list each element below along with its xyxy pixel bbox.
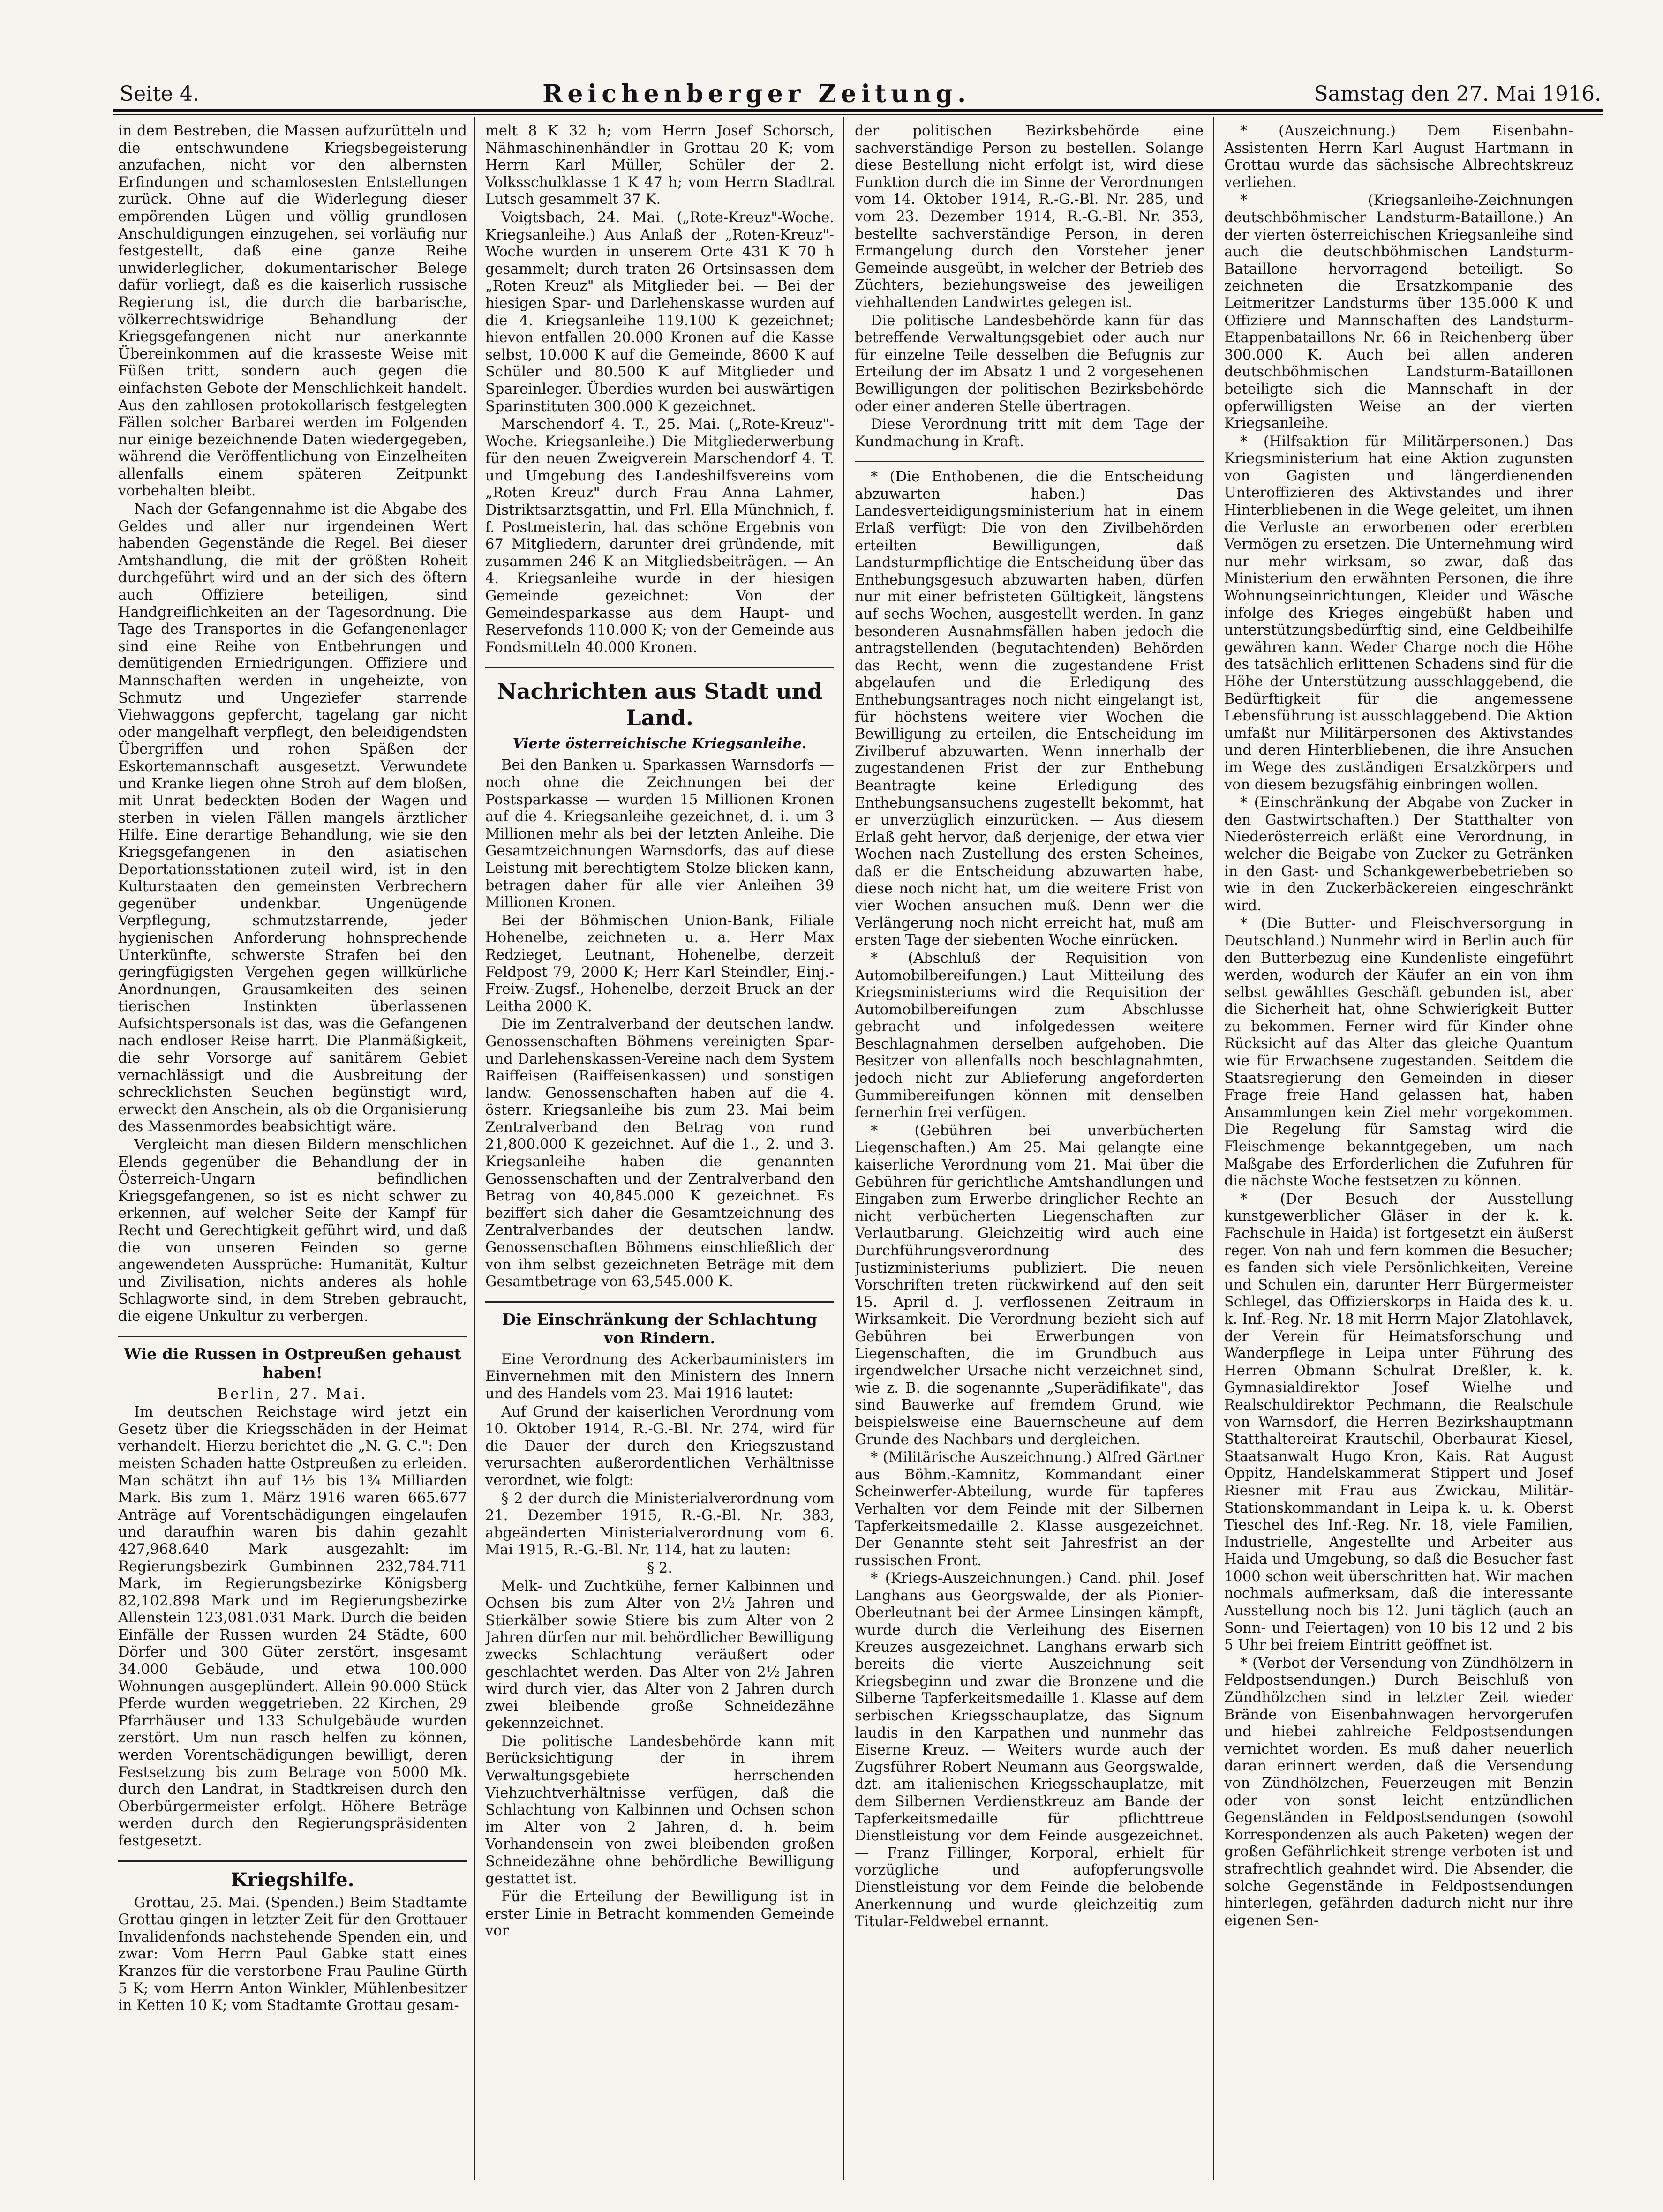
page-header (120, 75, 1601, 112)
article-text: in dem Bestreben, die Massen aufzurütteln und die entschwundene Kriegsbegeisterung anzufachen, nicht vor den albernsten Erfindungen und schamlosesten Entstellungen zurück. Ohne auf die Widerlegung dieser empörenden Lügen und völlig grundlosen Anschuldigungen einzugehen, sei vorläufig nur festgestellt, daß eine ganze Reihe unwiderleglicher, dokumentarischer Belege dafür vorliegt, daß es die kaiserlich russische Regierung ist, die durch die barbarische, völkerrechtswidrige Behandlung der Kriegsgefangenen nicht nur anerkannte Übereinkommen auf die krasseste Weise mit Füßen tritt, sondern auch gegen die einfachsten Gebote der Menschlichkeit handelt. Aus den zahllosen protokollarisch festgelegten Fällen solcher Barbarei werden im Folgenden nur einige bezeichnende Daten wiedergegeben, während die Veröffentlichung von Einzelheiten allenfalls einem späteren Zeitpunkt vorbehalten bleibt. (118, 123, 467, 500)
column-4 (1224, 123, 1573, 2195)
article-text: Eine Verordnung des Ackerbauministers im Einvernehmen mit den Ministern des Innern und des Handels vom 23. Mai 1916 lautet: (485, 1351, 834, 1402)
news-item: * (Die Butter- und Fleischversorgung in Deutschland.) Nunmehr wird in Berlin auch für den Butterbezug eine Kundenliste eingeführt werden, wodurch der Käufer an ein von ihm selbst gewähltes Geschäft gebunden ist, aber die Sicherheit hat, ohne Schwierigkeit Butter zu bekommen. Ferner wird für Kinder ohne Rücksicht auf das Alter das gleiche Quantum wie für Erwachsene zugestanden. Seitdem die Staatsregierung den Gemeinden in dieser Frage freie Hand gelassen hat, haben Ansammlungen kein Ziel mehr vorgekommen. Die Regelung für Samstag wird die Fleischmenge bekanntgegeben, um nach Maßgabe des Erforderlichen die Zufuhren für die nächste Woche festsetzen zu können. (1224, 915, 1573, 1190)
headline-kriegshilfe: Kriegshilfe. (231, 1868, 354, 1891)
column-1 (118, 123, 467, 2195)
column-divider (474, 117, 475, 2180)
article-text: melt 8 K 32 h; vom Herrn Josef Schorsch, Nähmaschinenhändler in Grottau 20 K; vom Herrn Karl Müller, Schüler der 2. Volksschulklasse 1 K 47 h; vom Herrn Stadtrat Lutsch gesammelt 37 K. (485, 123, 834, 208)
news-item: * (Verbot der Versendung von Zündhölzern in Feldpostsendungen.) Durch Beischluß von Zündhölzchen sind in letzter Zeit wieder Brände von Eisenbahnwagen hervorgerufen und hiebei zahlreiche Feldpostsendungen vernichtet worden. Es muß daher neuerlich daran erinnert werden, daß die Versendung von Zündhölzchen, Feuerzeugen mit Benzin oder von sonst leicht entzündlichen Gegenständen in Feldpostsendungen (sowohl Korrespondenzen als auch Paketen) wegen der großen Gefährlichkeit strenge verboten ist und strafrechtlich geahndet wird. Die Absender, die solche Gegenstände in Feldpostsendungen hinterlegen, gefährden dadurch nicht nur ihre eigenen Sen- (1224, 1655, 1573, 1929)
headline-schlachtung: Die Einschränkung der Schlachtung von Rindern. (502, 1310, 817, 1347)
column-2 (485, 123, 834, 2195)
section-rule (485, 667, 834, 668)
article-text: Vergleicht man diesen Bildern menschlichen Elends gegenüber die Behandlung der in Österreich-Ungarn befindlichen Kriegsgefangenen, so ist es nicht schwer zu erkennen, auf welcher Seite der Kampf für Recht und Gerechtigkeit geführt wird, und daß die von unseren Feinden so gerne angewendeten Aussprüche: Humanität, Kultur und Zivilisation, nichts anderes als hohle Schlagworte sind, in dem Streben gebraucht, die eigene Unkultur zu verbergen. (118, 1137, 467, 1325)
headline-russen: Wie die Russen in Ostpreußen gehaust haben! (124, 1344, 461, 1382)
article-text: Die im Zentralverband der deutschen landw. Genossenschaften Böhmens vereinigten Spar- und Darlehenskassen-Vereine nach dem System Raiffeisen (Raiffeisenkassen) und sonstigen landw. Genossenschaften haben auf die 4. österr. Kriegsanleihe bis zum 23. Mai beim Zentralverband den Betrag von rund 21,800.000 K gezeichnet. Auf die 1., 2. und 3. Kriegsanleihe haben die genannten Genossenschaften und der Zentralverband den Betrag von 40,845.000 K gezeichnet. Es beziffert sich daher die Gesamtzeichnung des Zentralverbandes der deutschen landw. Genossenschaften Böhmens einschließlich der von ihm selbst gezeichneten Beträge mit dem Gesamtbetrage von 63,545.000 K. (485, 1016, 834, 1290)
article-text: Melk- und Zuchtkühe, ferner Kalbinnen und Ochsen bis zum Alter von 2½ Jahren und Stierkälber sowie Stiere bis zum Alter von 2 Jahren dürfen nur mit behördlicher Bewilligung zwecks Schlachtung veräußert oder geschlachtet werden. Das Alter von 2½ Jahren wird durch vier, das Alter von 2 Jahren durch zwei bleibende große Schneidezähne gekennzeichnet. (485, 1578, 834, 1732)
paragraph-sign: § 2. (647, 1560, 673, 1576)
article-text: Für die Erteilung der Bewilligung ist in erster Linie in Betracht kommenden Gemeinde vor (485, 1889, 834, 1940)
article-text: Diese Verordnung tritt mit dem Tage der Kundmachung in Kraft. (855, 416, 1204, 450)
article-text: Marschendorf 4. T., 25. Mai. („Rote-Kreuz"-Woche. Kriegsanleihe.) Die Mitgliederwerbung für den neuen Zweigverein Marschendorf 4. T. und Umgebung des Landeshilfsvereins vom „Roten Kreuz" durch Frau Anna Lahmer, Distriktsarztsgattin, und Frl. Ella Münchnich, f. f. Postmeisterin, hat das schöne Ergebnis von 67 Mitgliedern, darunter drei gründende, mit zusammen 246 K an Mitgliedsbeiträgen. — An 4. Kriegsanleihe wurde in der hiesigen Gemeinde gezeichnet: Von der Gemeindesparkasse aus dem Haupt- und Reservefonds 110.000 K; von der Gemeinde aus Fondsmitteln 40.000 Kronen. (485, 416, 834, 656)
section-rule (118, 1860, 467, 1862)
article-text: Auf Grund der kaiserlichen Verordnung vom 10. Oktober 1914, R.-G.-Bl. Nr. 274, wird für die Dauer der durch den Kriegszustand verursachten außerordentlichen Verhältnisse verordnet, wie folgt: (485, 1403, 834, 1489)
article-text: Im deutschen Reichstage wird jetzt ein Gesetz über die Kriegsschäden in der Heimat verhandelt. Hierzu berichtet die „N. G. C.": Den meisten Schaden hatte Ostpreußen zu erleiden. Man schätzt ihn auf 1½ bis 1¾ Milliarden Mark. Bis zum 1. März 1916 waren 665.677 Anträge auf Vorentschädigungen eingelaufen und daraufhin waren bis dahin gezahlt 427,968.640 Mark ausgezahlt: im Regierungsbezirk Gumbinnen 232,784.711 Mark, im Regierungsbezirke Königsberg 82,102.898 Mark und im Regierungsbezirke Allenstein 123,081.031 Mark. Durch die beiden Einfälle der Russen wurden 24 Städte, 600 Dörfer und 300 Güter zerstört, insgesamt 34.000 Gebäude, und etwa 100.000 Wohnungen ausgeplündert. Allein 90.000 Stück Pferde wurden weggetrieben. 22 Kirchen, 29 Pfarrhäuser und 133 Schulgebäude wurden zerstört. Um nun rasch helfen zu können, werden Vorentschädigungen bewilligt, deren Festsetzung bis zum Betrage von 5000 Mk. durch den Landrat, in Stadtkreisen durch den Oberbürgermeister erfolgt. Höhere Beträge werden durch den Regierungspräsidenten festgesetzt. (118, 1404, 467, 1849)
news-item: * (Auszeichnung.) Dem Eisenbahn-Assistenten Herrn Karl August Hartmann in Grottau wurde das sächsische Albrechtskreuz verliehen. (1224, 123, 1573, 191)
news-item: * (Der Besuch der Ausstellung kunstgewerblicher Gläser in der k. k. Fachschule in Haida) ist fortgesetzt ein äußerst reger. Von nah und fern kommen die Besucher; es fanden sich viele Persönlichkeiten, Vereine und Schulen ein, darunter Herr Bürgermeister Schlegel, das Offizierskorps in Haida des k. u. k. Inf.-Reg. Nr. 18 mit Herrn Major Zlatohlavek, der Verein für Heimatsforschung und Wanderpflege in Leipa unter Führung des Herren Obmann Schulrat Dreßler, k. k. Gymnasialdirektor Josef Wielhe und Realschuldirektor Pechmann, die Realschule von Warnsdorf, die Herren Bezirkshauptmann Statthaltereirat Krautschil, Oberbaurat Kiesel, Staatsanwalt Hugo Kron, Kais. Rat August Oppitz, Handelskammerat Stippert und Josef Riesner mit Frau aus Zwickau, Militär-Stationskommandant in Leipa k. u. k. Oberst Tieschel des Inf.-Reg. Nr. 18, viele Familien, Industrielle, Angestellte und Arbeiter aus Haida und Umgebung, so daß die Besucher fast 1000 schon weit überschritten hat. Wir machen nochmals aufmerksam, daß die interessante Ausstellung noch bis 12. Juni täglich (auch an Sonn- und Feiertagen) von 10 bis 12 und 2 bis 5 Uhr bei freiem Eintritt geöffnet ist. (1224, 1191, 1573, 1654)
article-text: der politischen Bezirksbehörde eine sachverständige Person zu bestellen. Solange diese Bestellung nicht erfolgt ist, wird diese Funktion durch die im Sinne der Verordnungen vom 14. Oktober 1914, R.-G.-Bl. Nr. 285, und vom 23. Dezember 1914, R.-G.-Bl. Nr. 353, bestellte sachverständige Person, in deren Ermangelung durch den Vorsteher jener Gemeinde ausgeübt, in welcher der Betrieb des Züchters, beziehungsweise des jeweiligen viehhaltenden Landwirtes gelegen ist. (855, 123, 1204, 311)
newspaper-title: Reichenberger Zeitung. (542, 79, 971, 108)
news-item: * (Kriegs-Auszeichnungen.) Cand. phil. Josef Langhans aus Georgswalde, der als Pionier-Oberleutnant bei der Armee Linsingen kämpft, wurde durch die Verleihung des Eisernen Kreuzes ausgezeichnet. Langhans erwarb sich bereits die vierte Auszeichnung seit Kriegsbeginn und zwar die Bronzene und die Silberne Tapferkeitsmedaille 1. Klasse auf dem serbischen Kriegsschauplatze, das Signum laudis in den Karpathen und nunmehr das Eiserne Kreuz. — Weiters wurde auch der Zugsführer Robert Neumann aus Georgswalde, dzt. am italienischen Kriegsschauplatze, mit dem Silbernen Verdienstkreuz am Bande der Tapferkeitsmedaille für pflichttreue Dienstleistung vor dem Feinde ausgezeichnet. — Franz Fillinger, Korporal, erhielt für vorzügliche und aufopferungsvolle Dienstleistung vor dem Feinde die belobende Anerkennung und wurde gleichzeitig zum Titular-Feldwebel ernannt. (855, 1570, 1204, 1930)
article-text: Voigtsbach, 24. Mai. („Rote-Kreuz"-Woche. Kriegsanleihe.) Aus Anlaß der „Roten-Kreuz"-Woche wurden in unserem Orte 431 K 70 h gesammelt; durch traten 26 Ortsinsassen dem „Roten Kreuz" als Mitglieder bei. — Bei der hiesigen Spar- und Darlehenskasse wurden auf die 4. Kriegsanleihe 119.100 K gezeichnet; hievon entfallen 20.000 Kronen auf die Kasse selbst, 10.000 K auf die Gemeinde, 8600 K auf Schüler und 80.500 K auf Mitglieder und Spareinleger. Überdies wurden bei auswärtigen Sparinstituten 300.000 K gezeichnet. (485, 209, 834, 415)
article-text: Grottau, 25. Mai. (Spenden.) Beim Stadtamte Grottau gingen in letzter Zeit für den Grottauer Invalidenfonds nachstehende Spenden ein, und zwar: Vom Herrn Paul Gabke statt eines Kranzes für die verstorbene Frau Pauline Gürth 5 K; vom Herrn Anton Winkler, Mühlenbesitzer in Ketten 10 K; vom Stadtamte Grottau gesam- (118, 1894, 467, 2014)
subheading-kriegsanleihe: Vierte österreichische Kriegsanleihe. (512, 735, 807, 752)
news-item: * (Einschränkung der Abgabe von Zucker in den Gastwirtschaften.) Der Statthalter von Niederösterreich erläßt eine Verordnung, in welcher die Beigabe von Zucker zu Getränken in den Gast- und Schankgewerbebetrieben so wie in den Zuckerbäckereien eingeschränkt wird. (1224, 795, 1573, 914)
news-item: * (Militärische Auszeichnung.) Alfred Gärtner aus Böhm.-Kamnitz, Kommandant einer Scheinwerfer-Abteilung, wurde für tapferes Verhalten vor dem Feinde mit der Silbernen Tapferkeitsmedaille 2. Klasse ausgezeichnet. Der Genannte steht seit Jahresfrist an der russischen Front. (855, 1449, 1204, 1569)
dateline: Berlin, 27. Mai. (217, 1386, 368, 1402)
article-text: Bei der Böhmischen Union-Bank, Filiale Hohenelbe, zeichneten u. a. Herr Max Redzieget, Leutnant, Hohenelbe, derzeit Feldpost 79, 2000 K; Herr Karl Steindler, Einj.-Freiw.-Zugsf., Hohenelbe, derzeit Bruck an der Leitha 2000 K. (485, 912, 834, 1015)
section-rule (855, 461, 1204, 462)
news-item: * (Gebühren bei unverbücherten Liegenschaften.) Am 25. Mai gelangte eine kaiserliche Verordnung vom 21. Mai über die Gebühren für gerichtliche Amtshandlungen und Eingaben zum Erwerbe dringlicher Rechte an nicht verbücherten Liegenschaften zur Verlautbarung. Gleichzeitig wird auch eine Durchführungsverordnung des Justizministeriums publiziert. Die neuen Vorschriften treten rückwirkend auf den seit 15. April d. J. verflossenen Zeitraum in Wirksamkeit. Die Verordnung bezieht sich auf Gebühren bei Erwerbungen von Liegenschaften, die im Grundbuch aus irgendwelcher Ursache nicht verzeichnet sind, wie z. B. die sogenannte „Superädifikate", das sind Bauwerke auf fremdem Grund, wie beispielsweise eine Bauernscheune auf dem Grunde des Nachbars und dergleichen. (855, 1122, 1204, 1448)
section-rule (118, 1336, 467, 1337)
column-divider (1213, 117, 1214, 2180)
column-3 (855, 123, 1204, 2195)
news-item: * (Kriegsanleihe-Zeichnungen deutschböhmischer Landsturm-Bataillone.) An der vierten österreichischen Kriegsanleihe sind auch die deutschböhmischen Landsturm-Bataillone hervorragend beteiligt. So zeichneten die Ersatzkompanie des Leitmeritzer Landsturms über 135.000 K und Offiziere und Mannschaften des Landsturm-Etappenbataillons Nr. 66 in Reichenberg über 300.000 K. Auch bei allen anderen deutschböhmischen Landsturm-Bataillonen beteiligte sich die Mannschaft in der opferwilligsten Weise an der vierten Kriegsanleihe. (1224, 192, 1573, 432)
section-heading-nachrichten: Nachrichten aus Stadt und Land. (497, 679, 823, 731)
header-rule (113, 109, 1603, 112)
news-item: * (Abschluß der Requisition von Automobilbereifungen.) Laut Mitteilung des Kriegsministeriums wird die Requisition der Automobilbereifungen zum Abschlusse gebracht und infolgedessen weitere Beschlagnahmen derselben aufgehoben. Die Besitzer von allenfalls noch beschlagnahmten, jedoch nicht zur Ablieferung angeforderten Gummibereifungen können mit denselben fernerhin frei verfügen. (855, 950, 1204, 1121)
news-item: * (Die Enthobenen, die die Entscheidung abzuwarten haben.) Das Landesverteidigungsministerium hat in einem Erlaß verfügt: Die von den Zivilbehörden erteilten Bewilligungen, daß Landsturmpflichtige die Entscheidung über das Enthebungsgesuch abzuwarten haben, dürfen nur mit einer befristeten Gültigkeit, längstens auf sechs Wochen, ausgestellt werden. In ganz besonderen Ausnahmsfällen haben jedoch die antragstellenden (begutachtenden) Behörden das Recht, wenn die zugestandene Frist abgelaufen und die Erledigung des Enthebungsantrages noch nicht eingelangt ist, für höchstens weitere vier Wochen die Bewilligung zu erteilen, die Entscheidung im Zivilberuf abzuwarten. Wenn innerhalb der zugestandenen Frist der zur Enthebung Beantragte keine Erledigung des Enthebungsansuchens zugestellt bekommt, hat er unverzüglich einzurücken. — Aus diesem Erlaß geht hervor, daß derjenige, der etwa vier Wochen nach Zustellung des ersten Scheines, daß er die Entscheidung abzuwarten habe, diese noch nicht hat, um die weitere Frist von vier Wochen ansuchen muß. Denn wer die Verlängerung noch nicht erreicht hat, muß am ersten Tage der siebenten Woche einrücken. (855, 469, 1204, 949)
section-rule (485, 1301, 834, 1303)
article-text: Nach der Gefangennahme ist die Abgabe des Geldes und aller nur irgendeinen Wert habenden Gegenstände die Regel. Bei dieser Amtshandlung, die mit der größten Roheit durchgeführt wird und an der sich des öftern auch Offiziere beteiligen, sind Handgreiflichkeiten an der Tagesordnung. Die Tage des Transportes in die Gefangenenlager sind eine Reihe von Entbehrungen und demütigenden Erniedrigungen. Offiziere und Mannschaften werden in ungeheizte, von Schmutz und Ungeziefer starrende Viehwaggons gepfercht, tagelang gar nicht oder mangelhaft verpflegt, den beleidigendsten Übergriffen und rohen Späßen der Eskortemannschaft ausgesetzt. Verwundete und Kranke liegen ohne Stroh auf dem bloßen, mit Unrat bedeckten Boden der Wagen und sterben in vielen Fällen mangels ärztlicher Hilfe. Eine derartige Behandlung, wie sie den Kriegsgefangenen in den asiatischen Deportationsstationen zuteil wird, ist in den Kulturstaaten den gemeinsten Verbrechern gegenüber undenkbar. Ungenügende Verpflegung, schmutzstarrende, jeder hygienischen Anforderung hohnsprechende Unterkünfte, schwerste Strafen bei den geringfügigsten Vergehen gegen willkürliche Anordnungen, Grausamkeiten des seinen tierischen Instinkten überlassenen Aufsichtspersonals ist das, was die Gefangenen nach endloser Reise harrt. Die Planmäßigkeit, die sehr Vorsorge auf sanitärem Gebiet vernachlässigt und die Ausbreitung der schrecklichsten Seuchen begünstigt wird, erweckt den Anschein, als ob die Organisierung des Massenmordes beabsichtigt wäre. (118, 501, 467, 1135)
article-text: Die politische Landesbehörde kann mit Berücksichtigung der in ihrem Verwaltungsgebiete herrschenden Viehzuchtverhältnisse verfügen, daß die Schlachtung von Kalbinnen und Ochsen schon im Alter von 2 Jahren, d. h. beim Vorhandensein von zwei bleibenden großen Schneidezähne ohne behördliche Bewilligung gestattet ist. (485, 1733, 834, 1887)
article-text: § 2 der durch die Ministerialverordnung vom 21. Dezember 1915, R.-G.-Bl. Nr. 383, abgeänderten Ministerialverordnung vom 6. Mai 1915, R.-G.-Bl. Nr. 114, hat zu lauten: (485, 1490, 834, 1559)
column-divider (843, 117, 844, 2180)
issue-date: Samstag den 27. Mai 1916. (1314, 82, 1601, 106)
page-number: Seite 4. (120, 82, 199, 106)
header-rule-thin (113, 114, 1603, 115)
news-item: * (Hilfsaktion für Militärpersonen.) Das Kriegsministerium hat eine Aktion zugunsten von Gagisten und längerdienenden Unteroffizieren des Aktivstandes und ihrer Hinterbliebenen in die Wege geleitet, um ihnen die Verluste an erworbenen oder ererbten Vermögen zu ersetzen. Die Unternehmung wird nur mehr wirksam, so zwar, daß das Ministerium den erwähnten Personen, die ihre Wohnungseinrichtungen, Kleider und Wäsche infolge des Krieges eingebüßt haben und unterstützungsbedürftig sind, eine Geldbeihilfe gewähren kann. Weder Charge noch die Höhe des tatsächlich erlittenen Schadens sind für die Höhe der Unterstützung ausschlaggebend, die Bedürftigkeit für die angemessene Lebensführung ist ausschlaggebend. Die Aktion umfaßt nur Militärpersonen des Aktivstandes und deren Hinterbliebenen, die ihre Ansuchen im Wege des zuständigen Ersatzkörpers und von diesem bezugsfähig einbringen wollen. (1224, 433, 1573, 793)
article-text: Bei den Banken u. Sparkassen Warnsdorfs — noch ohne die Zeichnungen bei der Postsparkasse — wurden 15 Millionen Kronen auf die 4. Kriegsanleihe gezeichnet, d. i. um 3 Millionen mehr als bei der letzten Anleihe. Die Gesamtzeichnungen Warnsdorfs, das auf diese Leistung mit berechtigtem Stolze blicken kann, betragen daher für alle vier Anleihen 39 Millionen Kronen. (485, 757, 834, 911)
article-text: Die politische Landesbehörde kann für das betreffende Verwaltungsgebiet oder auch nur für einzelne Teile desselben die Befugnis zur Erteilung der im Absatz 1 und 2 vorgesehenen Bewilligungen der politischen Bezirksbehörde oder einer anderen Stelle übertragen. (855, 312, 1204, 415)
